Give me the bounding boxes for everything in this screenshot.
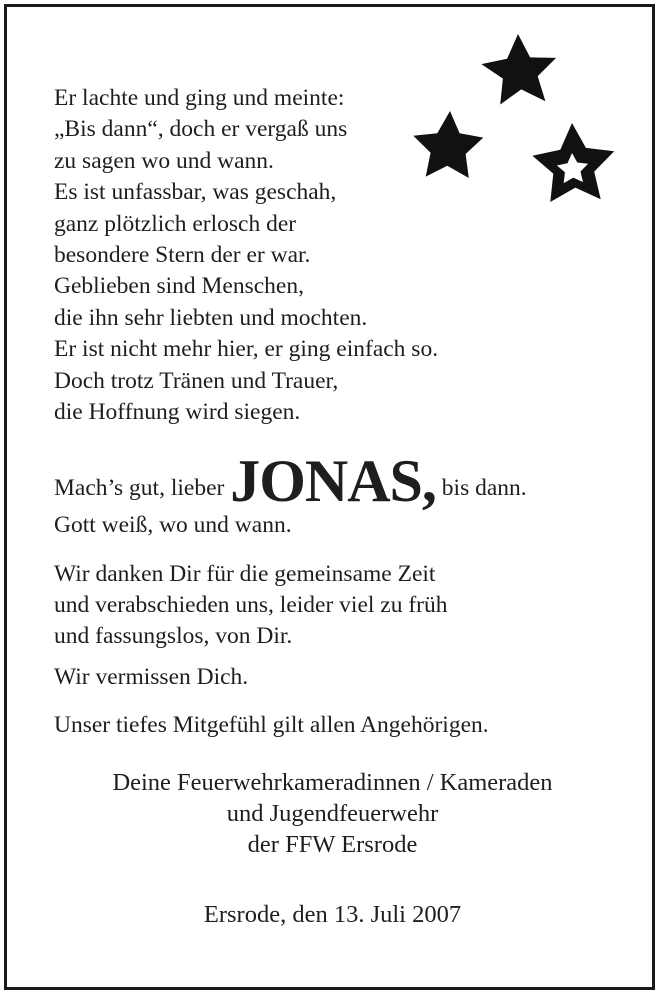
poem-line: Geblieben sind Menschen,: [54, 273, 304, 300]
poem-line: Doch trotz Tränen und Trauer,: [54, 367, 339, 394]
notice-frame: [4, 4, 655, 990]
poem-line: Es ist unfassbar, was geschah,: [54, 179, 337, 206]
miss-paragraph: [54, 662, 248, 693]
thanks-line: und verabschieden uns, leider viel zu früh: [54, 592, 448, 618]
farewell-line2: Gott weiß, wo und wann.: [54, 512, 292, 538]
poem-line: die ihn sehr liebten und mochten.: [54, 304, 368, 331]
star-icon: [481, 34, 556, 105]
poem-line: ganz plötzlich erlosch der: [54, 210, 297, 237]
farewell-line: [54, 441, 527, 514]
farewell-before: Mach’s gut, lieber: [54, 475, 231, 501]
thanks-line: Wir danken Dir für die gemeinsame Zeit: [54, 561, 436, 587]
poem-line: zu sagen wo und wann.: [54, 147, 274, 174]
poem-line: Er ist nicht mehr hier, er ging einfach so.: [54, 336, 439, 363]
poem-line: besondere Stern der er war.: [54, 242, 311, 269]
poem-line: „Bis dann“, doch er vergaß uns: [54, 116, 348, 143]
miss-line: Wir vermissen Dich.: [54, 664, 249, 690]
dateline-text: Ersrode, den 13. Juli 2007: [203, 901, 462, 928]
thanks-line: und fassungslos, von Dir.: [54, 623, 293, 649]
signature-line: und Jugendfeuerwehr: [226, 800, 439, 827]
deceased-name: JONAS,: [230, 448, 436, 514]
dateline: [7, 899, 658, 930]
sympathy-paragraph: [54, 710, 489, 741]
signature-line: der FFW Ersrode: [247, 831, 418, 858]
signature-line: Deine Feuerwehrkameradinnen / Kameraden: [112, 769, 553, 796]
farewell-after: bis dann.: [435, 475, 527, 501]
thanks-paragraph: [54, 559, 448, 652]
farewell-second-line: [54, 510, 292, 541]
poem: [54, 83, 438, 428]
signature-block: [7, 767, 658, 860]
poem-line: die Hoffnung wird siegen.: [54, 399, 301, 426]
poem-line: Er lachte und ging und meinte:: [54, 85, 345, 111]
sympathy-line: Unser tiefes Mitgefühl gilt allen Angehörigen.: [54, 712, 489, 738]
